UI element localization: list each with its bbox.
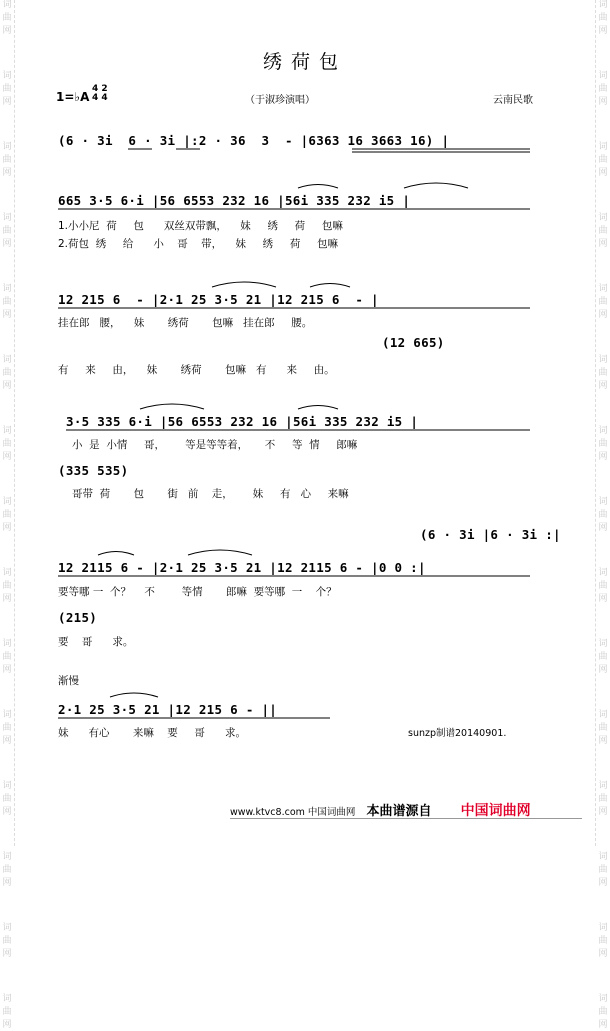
singer-credit: （于淑珍演唱） (245, 95, 315, 106)
watermark-glyph: 曲 (2, 510, 12, 520)
watermark-glyph: 网 (2, 452, 12, 462)
watermark-glyph: 网 (2, 239, 12, 249)
watermark-glyph: 网 (598, 949, 608, 959)
watermark-glyph: 词 (2, 852, 12, 862)
watermark-glyph: 词 (2, 994, 12, 1004)
watermark-glyph: 词 (2, 710, 12, 720)
watermark-glyph: 词 (2, 639, 12, 649)
watermark-glyph: 词 (598, 568, 608, 578)
watermark-glyph: 曲 (598, 1007, 608, 1017)
score-line-10: 2·1 25 3·5 21 |12 215 6 - || (58, 702, 278, 717)
score-line-7: (6 · 3i |6 · 3i :| (420, 527, 561, 542)
lyrics-line-10: 妹 有心 来嘛 要 哥 求。 (58, 727, 246, 739)
watermark-glyph: 曲 (598, 865, 608, 875)
slur-mark (140, 404, 204, 409)
watermark-glyph: 曲 (2, 1007, 12, 1017)
footer-brand-logo: 中国词曲网 (460, 803, 531, 819)
watermark-glyph: 曲 (598, 13, 608, 23)
watermark-glyph: 网 (598, 310, 608, 320)
song-origin: 云南民歌 (493, 95, 533, 106)
score-line-1: (6 · 3i 6 · 3i |:2 · 36 3 - |6363 16 3663 16) | (58, 133, 450, 148)
watermark-glyph: 曲 (598, 652, 608, 662)
lyrics-line-5: 小 是 小情 哥， 等是等等着， 不 等 情 郎嘛 (72, 439, 358, 451)
watermark-glyph: 网 (598, 168, 608, 178)
footer-source-label: 本曲谱源自 (366, 804, 432, 819)
footer-site-link[interactable]: www.ktvc8.com 中国词曲网 (230, 807, 356, 818)
watermark-glyph: 词 (2, 355, 12, 365)
watermark-glyph: 曲 (2, 865, 12, 875)
watermark-glyph: 网 (2, 310, 12, 320)
watermark-glyph: 曲 (598, 794, 608, 804)
watermark-glyph: 词 (2, 781, 12, 791)
watermark-glyph: 网 (598, 381, 608, 391)
watermark-glyph: 词 (2, 426, 12, 436)
watermark-glyph: 曲 (2, 723, 12, 733)
score-line-8: 12 2115 6 - |2·1 25 3·5 21 |12 2115 6 - |0 0 :| (58, 560, 426, 575)
watermark-glyph: 词 (598, 639, 608, 649)
watermark-glyph: 网 (2, 878, 12, 888)
watermark-glyph: 词 (2, 71, 12, 81)
watermark-glyph: 网 (598, 1020, 608, 1030)
lyrics-line-4: 有 来 由， 妹 绣荷 包嘛 有 来 由。 (58, 364, 335, 376)
lyrics-line-3: 挂在郎 腰， 妹 绣荷 包嘛 挂在郎 腰。 (58, 317, 313, 329)
watermark-glyph: 词 (598, 284, 608, 294)
watermark-glyph: 网 (2, 97, 12, 107)
watermark-glyph: 网 (2, 1020, 12, 1030)
slur-mark (110, 693, 158, 697)
watermark-glyph: 词 (598, 142, 608, 152)
lyrics-line-6: 哥带 荷 包 街 前 走， 妹 有 心 来嘛 (72, 488, 349, 500)
score-line-9: (215) (58, 610, 98, 625)
watermark-glyph: 网 (2, 736, 12, 746)
slur-mark (298, 185, 338, 189)
watermark-glyph: 网 (598, 807, 608, 817)
watermark-glyph: 曲 (598, 510, 608, 520)
watermark-glyph: 词 (598, 994, 608, 1004)
watermark-glyph: 曲 (2, 13, 12, 23)
watermark-glyph: 网 (598, 736, 608, 746)
watermark-glyph: 曲 (598, 297, 608, 307)
watermark-glyph: 网 (2, 523, 12, 533)
watermark-glyph: 词 (2, 213, 12, 223)
watermark-glyph: 网 (2, 949, 12, 959)
watermark-glyph: 词 (2, 568, 12, 578)
slur-mark (310, 284, 350, 288)
song-title: 绣荷包 (262, 51, 347, 73)
watermark-glyph: 曲 (2, 226, 12, 236)
watermark-glyph: 网 (2, 381, 12, 391)
watermark-glyph: 曲 (2, 581, 12, 591)
watermark-glyph: 曲 (598, 368, 608, 378)
key-signature: 1=♭A (56, 90, 90, 104)
watermark-glyph: 曲 (2, 652, 12, 662)
watermark-glyph: 词 (598, 852, 608, 862)
watermark-glyph: 词 (598, 426, 608, 436)
score-line-4: (12 665) (382, 335, 445, 350)
watermark-glyph: 曲 (598, 155, 608, 165)
watermark-glyph: 曲 (2, 84, 12, 94)
lyrics-line-2b: 2.荷包 绣 给 小 哥 带， 妹 绣 荷 包嘛 (58, 238, 339, 250)
watermark-glyph: 曲 (598, 226, 608, 236)
slur-mark (212, 282, 276, 287)
meter-bottom: 4 4 (92, 93, 108, 103)
watermark-glyph: 曲 (2, 297, 12, 307)
watermark-glyph: 网 (598, 452, 608, 462)
watermark-glyph: 网 (598, 594, 608, 604)
watermark-glyph: 曲 (2, 439, 12, 449)
transcriber-credit: sunzp制谱20140901. (408, 728, 507, 739)
watermark-glyph: 词 (2, 284, 12, 294)
watermark-glyph: 网 (2, 26, 12, 36)
watermark-glyph: 词 (598, 0, 608, 10)
watermark-glyph: 词 (598, 497, 608, 507)
tempo-marking: 渐慢 (58, 675, 79, 687)
watermark-glyph: 词 (2, 142, 12, 152)
watermark-glyph: 词 (2, 923, 12, 933)
watermark-glyph: 曲 (598, 936, 608, 946)
slur-mark (404, 183, 468, 188)
watermark-glyph: 网 (2, 807, 12, 817)
watermark-glyph: 网 (598, 239, 608, 249)
watermark-glyph: 曲 (2, 794, 12, 804)
watermark-glyph: 网 (598, 665, 608, 675)
lyrics-line-8: 要等哪 一 个？ 不 等情 郎嘛 要等哪 一 个？ (58, 586, 337, 598)
watermark-glyph: 网 (598, 26, 608, 36)
watermark-glyph: 网 (2, 665, 12, 675)
lyrics-line-9: 要 哥 求。 (58, 636, 134, 648)
watermark-glyph: 曲 (2, 936, 12, 946)
watermark-glyph: 词 (2, 0, 12, 10)
watermark-glyph: 曲 (598, 723, 608, 733)
watermark-glyph: 词 (598, 213, 608, 223)
watermark-glyph: 词 (598, 355, 608, 365)
slur-mark (98, 552, 134, 556)
watermark-glyph: 网 (598, 97, 608, 107)
watermark-glyph: 词 (598, 781, 608, 791)
score-line-6: (335 535) (58, 463, 129, 478)
watermark-glyph: 曲 (2, 368, 12, 378)
watermark-glyph: 网 (598, 878, 608, 888)
watermark-glyph: 曲 (598, 439, 608, 449)
score-line-5: 3·5 335 6·i |56 6553 232 16 |56i 335 232 i5 | (66, 414, 419, 429)
watermark-glyph: 曲 (598, 581, 608, 591)
watermark-glyph: 网 (598, 523, 608, 533)
watermark-glyph: 词 (598, 71, 608, 81)
slur-mark (298, 406, 338, 410)
watermark-glyph: 词 (598, 923, 608, 933)
watermark-glyph: 网 (2, 168, 12, 178)
lyrics-line-2a: 1.小小尼 荷 包 双丝双带飘， 妹 绣 荷 包嘛 (58, 220, 343, 232)
watermark-glyph: 词 (598, 710, 608, 720)
score-line-3: 12 215 6 - |2·1 25 3·5 21 |12 215 6 - | (58, 292, 379, 307)
score-line-2: 665 3·5 6·i |56 6553 232 16 |56i 335 232 i5 | (58, 193, 411, 208)
slur-mark (188, 550, 252, 555)
watermark-glyph: 曲 (598, 84, 608, 94)
watermark-glyph: 曲 (2, 155, 12, 165)
meter-top: 4 2 (92, 84, 108, 94)
watermark-glyph: 词 (2, 497, 12, 507)
watermark-glyph: 网 (2, 594, 12, 604)
